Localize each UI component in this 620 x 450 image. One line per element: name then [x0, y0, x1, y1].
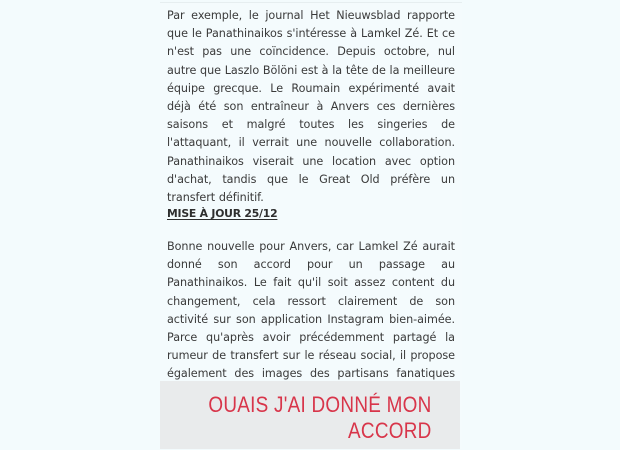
quote-line-2: ACCORD: [348, 418, 432, 443]
article-paragraph-2: Bonne nouvelle pour Anvers, car Lamkel Zé aurait donné son accord pour un passage au Panathinaikos. Le fait qu'il soit assez content du changement, cela ressort clairement de son activité sur son application Instagram bien-aimée. Parce qu'après avoir précédemment partagé la rumeur de transfert sur le réseau social, il propose également des images des partisans fanatiques: [167, 240, 455, 381]
update-heading: MISE À JOUR 25/12: [167, 207, 278, 220]
article-column: [160, 2, 462, 449]
quote-line-1: OUAIS J'AI DONNÉ MON: [208, 392, 432, 417]
article-paragraph-1: Par exemple, le journal Het Nieuwsblad rapporte que le Panathinaikos s'intéresse à Lamkel Zé. Et ce n'est pas une coïncidence. Depuis octobre, nul autre que Laszlo Bölöni est à la tête de la meilleure équipe grecque. Le Roumain expérimenté avait déjà été son entraîneur à Anvers ces dernières saisons et malgré toutes les singeries de l'attaquant, il verrait une nouvelle collaboration. Panathinaikos viserait une location avec option d'achat, tandis que le Great Old préfère un transfert définitif.: [167, 9, 455, 205]
quote-text: [209, 392, 432, 444]
instagram-story-image: [160, 381, 460, 449]
